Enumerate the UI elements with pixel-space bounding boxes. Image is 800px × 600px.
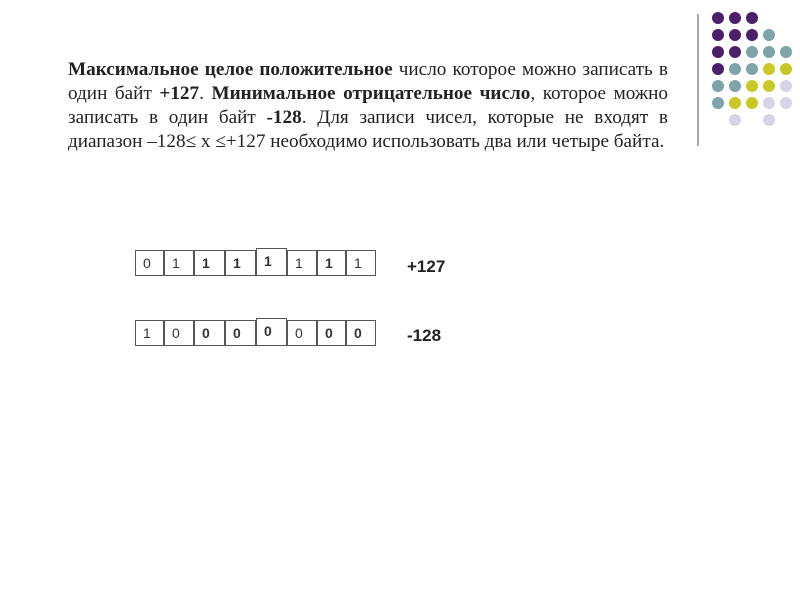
text-segment: . — [199, 83, 212, 104]
decor-dot — [763, 63, 775, 75]
bit-cell: 1 — [256, 248, 287, 276]
decor-dot — [712, 80, 724, 92]
decor-dot — [729, 46, 741, 58]
bit-cell: 1 — [164, 250, 194, 276]
byte-minus-128 — [135, 320, 376, 348]
bit-cell: 0 — [317, 320, 346, 346]
max-value: +127 — [159, 83, 200, 104]
decor-dot — [729, 80, 741, 92]
main-paragraph — [68, 58, 668, 154]
decor-dot — [746, 29, 758, 41]
decor-dot — [780, 63, 792, 75]
range-sentence: Для записи чисел, которые не входят в диапазон –128≤ x ≤+127 необходимо использовать два или четыре байта. — [68, 107, 668, 152]
text-segment: число которое можно записать в один байт — [68, 59, 668, 104]
byte-minus-label: -128 — [407, 326, 442, 345]
decor-dot — [712, 46, 724, 58]
bit-cell: 0 — [164, 320, 194, 346]
decor-dot — [729, 12, 741, 24]
decor-dot — [763, 46, 775, 58]
decor-dot — [729, 29, 741, 41]
decor-dot — [746, 46, 758, 58]
min-value: -128 — [266, 107, 302, 128]
decor-dot — [712, 97, 724, 109]
decor-dot — [712, 63, 724, 75]
bit-cell: 0 — [346, 320, 376, 346]
bit-cell: 1 — [135, 320, 164, 346]
bit-cell: 0 — [256, 318, 287, 346]
byte-plus-127 — [135, 250, 376, 278]
decor-dot — [746, 97, 758, 109]
bit-cell: 0 — [135, 250, 164, 276]
decor-dot — [746, 80, 758, 92]
decor-dot — [763, 29, 775, 41]
decor-dot — [746, 12, 758, 24]
bit-cell: 1 — [346, 250, 376, 276]
text-segment: . — [301, 107, 307, 128]
text-segment: , которое можно записать в один байт — [68, 83, 669, 128]
bit-cell: 0 — [225, 320, 256, 346]
max-positive-term: Максимальное целое положительное — [68, 59, 393, 80]
decor-dot — [746, 63, 758, 75]
bit-cell: 1 — [225, 250, 256, 276]
decor-dot — [780, 97, 792, 109]
decor-dot — [712, 29, 724, 41]
decor-dot — [763, 97, 775, 109]
bit-cell: 1 — [287, 250, 317, 276]
bit-cell: 1 — [317, 250, 346, 276]
bit-cell: 0 — [194, 320, 225, 346]
decor-dot — [780, 46, 792, 58]
decor-dot — [729, 97, 741, 109]
decor-dot — [780, 80, 792, 92]
decor-dot — [729, 63, 741, 75]
byte-plus-label: +127 — [407, 257, 446, 276]
bit-cell: 1 — [194, 250, 225, 276]
decor-dot — [763, 114, 775, 126]
decor-dot — [729, 114, 741, 126]
min-negative-term: Минимальное отрицательное число — [211, 83, 531, 104]
decor-dot — [763, 80, 775, 92]
decor-dot — [712, 12, 724, 24]
bit-cell: 0 — [287, 320, 317, 346]
